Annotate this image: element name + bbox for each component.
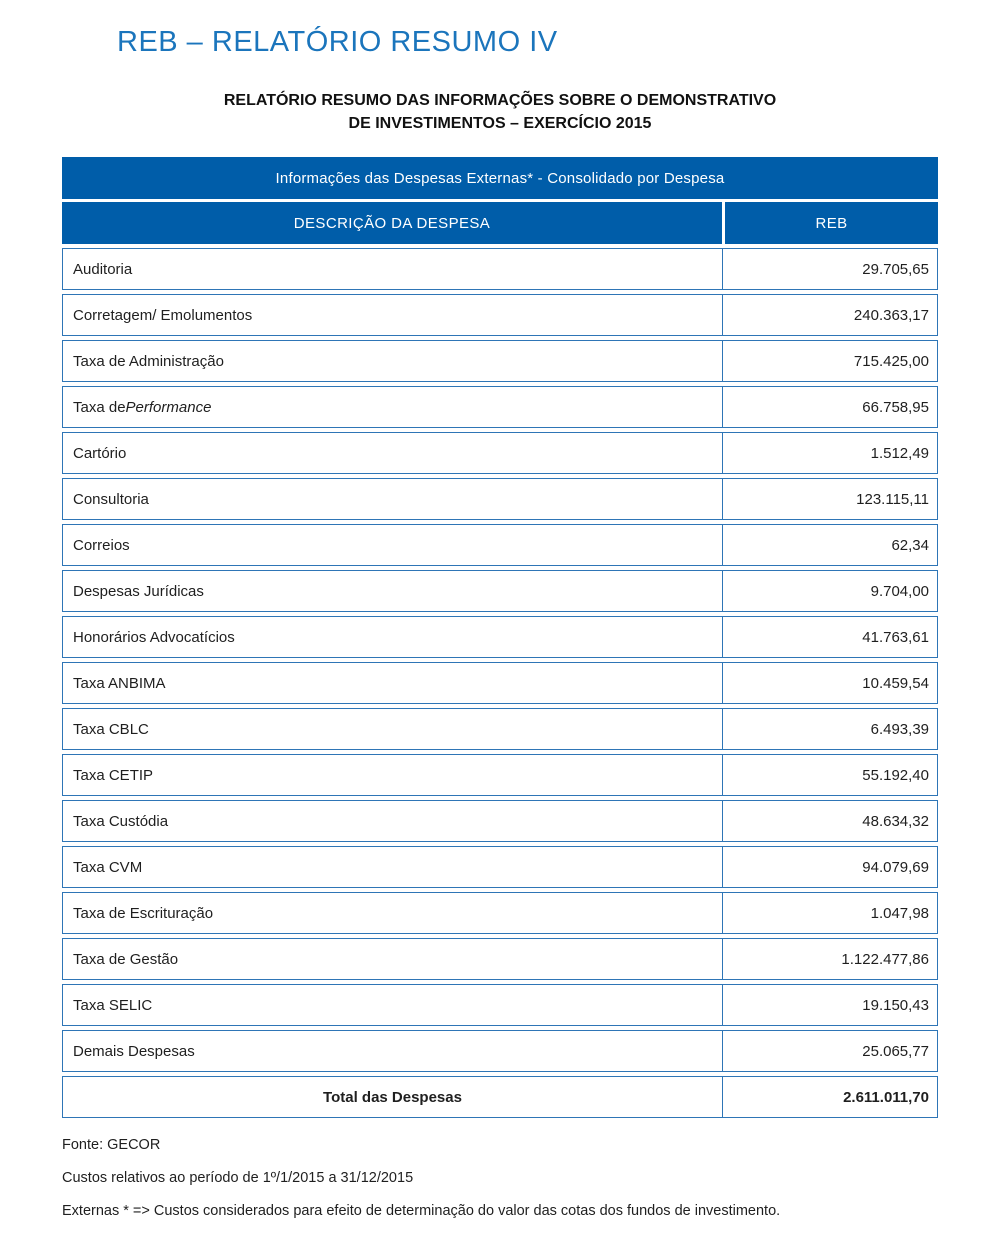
column-header-descricao-da-despesa: DESCRIÇÃO DA DESPESA	[62, 202, 722, 244]
expense-value-cell: 9.704,00	[722, 571, 937, 611]
footnote-externas: Externas * => Custos considerados para efeito de determinação do valor das cotas dos fundos de investimento.	[62, 1203, 781, 1219]
table-body	[62, 248, 938, 1072]
page-title: REB – RELATÓRIO RESUMO IV	[117, 26, 558, 58]
expense-value-cell: 123.115,11	[722, 479, 937, 519]
table-row	[62, 432, 938, 474]
table-row	[62, 708, 938, 750]
report-page	[0, 26, 1000, 1221]
table-row	[62, 938, 938, 980]
expense-value-cell: 48.634,32	[722, 801, 937, 841]
expense-value-cell: 1.122.477,86	[722, 939, 937, 979]
footnotes	[62, 1136, 1000, 1221]
expense-value-cell: 66.758,95	[722, 387, 937, 427]
expense-label-cell: Correios	[73, 536, 130, 554]
report-subtitle	[62, 89, 938, 135]
table-row	[62, 1030, 938, 1072]
expense-value-cell: 10.459,54	[722, 663, 937, 703]
expense-value-cell: 240.363,17	[722, 295, 937, 335]
total-value-cell: 2.611.011,70	[722, 1077, 937, 1117]
table-row	[62, 294, 938, 336]
expense-value-cell: 1.047,98	[722, 893, 937, 933]
table-row	[62, 570, 938, 612]
table-caption: Informações das Despesas Externas* - Consolidado por Despesa	[62, 157, 938, 199]
expense-label-cell: Taxa de Gestão	[73, 950, 179, 968]
table-row	[62, 754, 938, 796]
table-row	[62, 616, 938, 658]
expense-label-cell: Taxa de Escrituração	[73, 904, 214, 922]
expenses-table	[62, 157, 938, 1118]
expense-label-cell: Consultoria	[73, 490, 149, 508]
total-row	[62, 1076, 938, 1118]
expense-value-cell: 19.150,43	[722, 985, 937, 1025]
expense-value-cell: 55.192,40	[722, 755, 937, 795]
table-row	[62, 524, 938, 566]
expense-value-cell: 715.425,00	[722, 341, 937, 381]
table-row	[62, 662, 938, 704]
expense-value-cell: 94.079,69	[722, 847, 937, 887]
expense-value-cell: 25.065,77	[722, 1031, 937, 1071]
table-row	[62, 248, 938, 290]
expense-label-cell: Corretagem/ Emolumentos	[73, 306, 253, 324]
expense-label-cell: Taxa CVM	[73, 858, 143, 876]
expense-label-cell: Taxa SELIC	[73, 996, 153, 1014]
footnote-periodo: Custos relativos ao período de 1º/1/2015 a 31/12/2015	[62, 1170, 414, 1186]
report-subtitle-line2: DE INVESTIMENTOS – EXERCÍCIO 2015	[348, 115, 652, 132]
expense-value-cell: 1.512,49	[722, 433, 937, 473]
expense-label-cell: Cartório	[73, 444, 127, 462]
expense-value-cell: 62,34	[722, 525, 937, 565]
report-subtitle-line1: RELATÓRIO RESUMO DAS INFORMAÇÕES SOBRE O DEMONSTRATIVO	[223, 92, 777, 109]
expense-label-cell: Taxa CBLC	[73, 720, 149, 738]
table-row	[62, 386, 938, 428]
expense-value-cell: 6.493,39	[722, 709, 937, 749]
total-label-cell: Total das Despesas	[323, 1088, 462, 1106]
column-header-reb: REB	[725, 202, 938, 244]
expense-label-cell: Taxa de Administração	[73, 352, 224, 370]
expense-label-cell: Honorários Advocatícios	[73, 628, 235, 646]
expense-value-cell: 41.763,61	[722, 617, 937, 657]
expense-label-cell: Despesas Jurídicas	[73, 582, 204, 600]
expense-label-cell: Taxa de Performance	[73, 398, 212, 416]
table-row	[62, 478, 938, 520]
expense-label-cell: Demais Despesas	[73, 1042, 195, 1060]
table-row	[62, 984, 938, 1026]
footnote-fonte: Fonte: GECOR	[62, 1137, 161, 1153]
expense-label-cell: Taxa ANBIMA	[73, 674, 166, 692]
expense-label-cell: Taxa Custódia	[73, 812, 169, 830]
expense-label-cell: Auditoria	[73, 260, 133, 278]
table-header-row	[62, 202, 938, 244]
expense-label-cell: Taxa CETIP	[73, 766, 154, 784]
table-row	[62, 800, 938, 842]
table-row	[62, 340, 938, 382]
table-row	[62, 846, 938, 888]
expense-value-cell: 29.705,65	[722, 249, 937, 289]
table-row	[62, 892, 938, 934]
